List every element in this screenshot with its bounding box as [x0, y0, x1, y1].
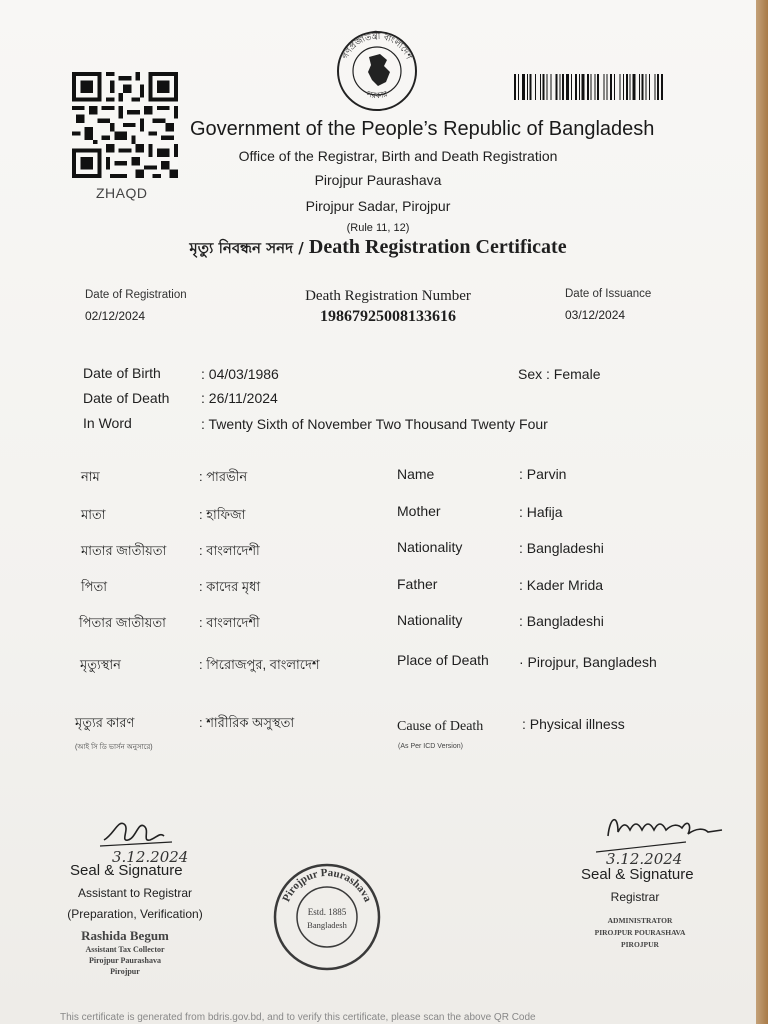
date-of-birth-label: Date of Birth — [83, 365, 161, 381]
barcode-bar — [566, 74, 569, 100]
assistant-stamp-line2: Pirojpur Paurashava — [89, 956, 161, 965]
barcode-bar — [639, 74, 640, 100]
barcode-bar — [556, 74, 558, 100]
office-title: Office of the Registrar, Birth and Death Registration — [238, 148, 558, 164]
father-nationality-bn-label: পিতার জাতীয়তা — [79, 615, 166, 630]
table-edge — [756, 0, 768, 1024]
cause-bn-subtext: (আই সি ডি ভার্সন অনুসারে) — [75, 744, 153, 751]
barcode-bar — [582, 74, 585, 100]
barcode-bar — [654, 74, 655, 100]
father-bn-label: পিতা — [81, 579, 108, 594]
barcode-bar — [518, 74, 519, 100]
barcode-bar — [610, 74, 612, 100]
father-value: : Kader Mrida — [519, 577, 604, 593]
cause-label: Cause of Death — [397, 719, 484, 734]
barcode-bar — [649, 74, 650, 100]
barcode-bar — [606, 74, 607, 100]
svg-text:সরকার — [365, 89, 389, 100]
place-of-death-bn-value: : পিরোজপুর, বাংলাদেশ — [199, 657, 320, 672]
certificate-title-bn: মৃত্যু নিবন্ধন সনদ / — [189, 239, 309, 257]
registrar-role: Registrar — [610, 890, 660, 904]
mother-nationality-label: Nationality — [397, 539, 463, 555]
date-of-registration-value: 02/12/2024 — [85, 309, 146, 323]
barcode-bar — [530, 74, 532, 100]
cause-subtext: (As Per ICD Version) — [398, 743, 463, 750]
name-bn-label: নাম — [81, 469, 100, 484]
in-word-label: In Word — [83, 415, 132, 431]
date-of-registration-label: Date of Registration — [85, 289, 187, 301]
assistant-role: Assistant to Registrar — [77, 886, 193, 900]
assistant-signature-date: 3.12.2024 — [112, 848, 189, 866]
rule-reference: (Rule 11, 12) — [346, 222, 410, 234]
mother-nationality-bn-value: : বাংলাদেশী — [199, 543, 260, 558]
verification-footer: This certificate is generated from bdris.gov.bd, and to verify this certificate, please scan the above QR Code — [60, 1012, 536, 1023]
mother-value: : Hafija — [519, 504, 563, 520]
sex-value: Sex : Female — [518, 366, 601, 382]
barcode-bar — [595, 74, 596, 100]
barcode-bar — [547, 74, 548, 100]
registrar-stamp-line3: PIROJPUR — [621, 940, 659, 949]
certificate-title — [0, 236, 756, 262]
mother-nationality-bn-label: মাতার জাতীয়তা — [81, 543, 167, 558]
barcode-bar — [657, 74, 659, 100]
barcode-bar — [630, 74, 631, 100]
seal-ring-text: Pirojpur Paurashava — [280, 866, 374, 904]
assistant-role-detail: (Preparation, Verification) — [67, 907, 203, 921]
mother-nationality-value: : Bangladeshi — [519, 540, 604, 556]
registration-number-label: Death Registration Number — [305, 288, 471, 304]
name-label: Name — [397, 466, 435, 482]
barcode-icon — [514, 74, 700, 100]
barcode-bar — [645, 74, 646, 100]
barcode-bar — [597, 74, 599, 100]
cause-value: : Physical illness — [522, 716, 625, 732]
registrar-seal-label: Seal & Signature — [581, 866, 694, 883]
government-title: Government of the People’s Republic of Bangladesh — [190, 118, 655, 140]
registration-number-value: 19867925008133616 — [320, 308, 456, 325]
assistant-stamp-line3: Pirojpur — [110, 967, 140, 976]
father-label: Father — [397, 576, 438, 592]
date-of-death-value: : 26/11/2024 — [201, 390, 278, 406]
registrar-signature-icon — [596, 806, 736, 856]
government-emblem-icon — [332, 30, 422, 112]
barcode-bar — [522, 74, 525, 100]
barcode-bar — [527, 74, 528, 100]
registrar-stamp-line1: ADMINISTRATOR — [607, 916, 673, 925]
date-of-issuance-label: Date of Issuance — [565, 288, 652, 300]
barcode-bar — [540, 74, 541, 100]
barcode-bar — [587, 74, 589, 100]
barcode-bar — [623, 74, 624, 100]
in-word-value: : Twenty Sixth of November Two Thousand Twenty Four — [201, 416, 548, 432]
barcode-bar — [514, 74, 516, 100]
mother-bn-label: মাতা — [81, 507, 106, 522]
svg-text:Pirojpur Paurashava — [280, 867, 373, 904]
assistant-stamp-name: Rashida Begum — [81, 928, 169, 943]
mother-bn-value: : হাফিজা — [199, 507, 246, 522]
cause-bn-label: মৃত্যুর কারণ — [75, 715, 135, 730]
barcode-bar — [575, 74, 577, 100]
mother-label: Mother — [397, 503, 441, 519]
name-value: : Parvin — [519, 466, 567, 482]
seal-estd-text: Estd. 1885 — [307, 907, 347, 917]
barcode-bar — [560, 74, 561, 100]
barcode-bar — [571, 74, 572, 100]
barcode-bar — [543, 74, 545, 100]
emblem-bottom-text: সরকার — [365, 89, 389, 101]
emblem-top-text: গণপ্রজাতন্ত্রী বাংলাদেশ — [340, 31, 414, 61]
barcode-bar — [614, 74, 615, 100]
assistant-stamp-line1: Assistant Tax Collector — [85, 945, 165, 954]
father-nationality-value: : Bangladeshi — [519, 613, 604, 629]
registrar-signature-date: 3.12.2024 — [606, 850, 683, 868]
barcode-bar — [535, 74, 536, 100]
barcode-bar — [604, 74, 605, 100]
seal-country-text: Bangladesh — [307, 920, 347, 930]
barcode-bar — [619, 74, 620, 100]
barcode-bar — [591, 74, 592, 100]
qr-code-text: ZHAQD — [96, 185, 148, 201]
registrar-stamp-line2: PIROJPUR POURASHAVA — [594, 928, 686, 937]
barcode-bar — [626, 74, 628, 100]
barcode-bar — [550, 74, 551, 100]
certificate-title-en: Death Registration Certificate — [308, 236, 567, 258]
date-of-death-label: Date of Death — [83, 390, 170, 406]
barcode-bar — [661, 74, 663, 100]
place-of-death-bn-label: মৃত্যুস্থান — [80, 657, 121, 672]
father-bn-value: : কাদের মৃধা — [199, 579, 261, 594]
paurashava-name: Pirojpur Paurashava — [314, 172, 442, 188]
cause-bn-value: : শারীরিক অসুস্থতা — [199, 715, 295, 730]
date-of-issuance-value: 03/12/2024 — [565, 308, 626, 322]
father-nationality-bn-value: : বাংলাদেশী — [199, 615, 260, 630]
barcode-bar — [632, 74, 635, 100]
date-of-birth-value: : 04/03/1986 — [201, 366, 279, 382]
name-bn-value: : পারভীন — [199, 469, 248, 484]
place-of-death-label: Place of Death — [397, 652, 489, 668]
barcode-bar — [641, 74, 643, 100]
assistant-seal-label: Seal & Signature — [70, 862, 183, 879]
barcode-bar — [562, 74, 564, 100]
barcode-bar — [579, 74, 580, 100]
paurashava-seal-icon — [272, 862, 382, 972]
place-of-death-value: · Pirojpur, Bangladesh — [519, 654, 657, 670]
father-nationality-label: Nationality — [397, 612, 463, 628]
office-location: Pirojpur Sadar, Pirojpur — [305, 198, 451, 214]
